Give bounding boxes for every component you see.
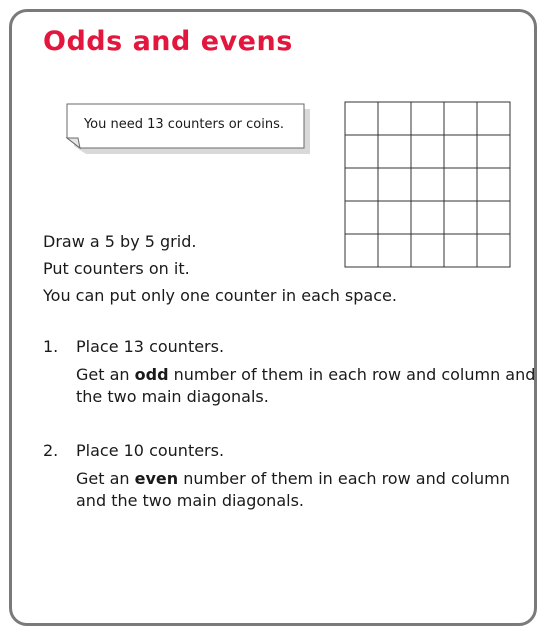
grid-cell	[444, 234, 477, 267]
grid-cell	[444, 102, 477, 135]
grid-cell	[477, 201, 510, 234]
task-heading: Place 10 counters.	[76, 441, 225, 460]
grid-cell	[411, 102, 444, 135]
task-description	[76, 364, 536, 408]
emphasis-even: even	[134, 469, 179, 488]
grid-cell	[477, 234, 510, 267]
grid-cell	[477, 102, 510, 135]
grid-cell	[345, 135, 378, 168]
grid-cell	[477, 135, 510, 168]
grid-cell	[411, 135, 444, 168]
instructions	[43, 228, 397, 309]
instruction-line: Draw a 5 by 5 grid.	[43, 232, 197, 251]
note-text: You need 13 counters or coins.	[83, 117, 285, 132]
task-description	[76, 468, 536, 512]
grid-cell	[345, 102, 378, 135]
task-number: 2.	[43, 441, 59, 460]
grid-cell	[444, 168, 477, 201]
grid-cell	[411, 234, 444, 267]
grid-cell	[378, 102, 411, 135]
grid-cell	[345, 168, 378, 201]
grid-cell	[477, 168, 510, 201]
task-number: 1.	[43, 337, 59, 356]
task-2	[43, 440, 536, 512]
grid-cell	[444, 201, 477, 234]
task-text: Get an	[76, 365, 135, 384]
instruction-line: You can put only one counter in each space.	[43, 286, 397, 305]
grid-cell	[444, 135, 477, 168]
instruction-line: Put counters on it.	[43, 259, 190, 278]
emphasis-odd: odd	[134, 365, 169, 384]
grid-cell	[378, 135, 411, 168]
task-text: Get an	[76, 469, 135, 488]
grid-cell	[378, 168, 411, 201]
task-heading: Place 13 counters.	[76, 337, 225, 356]
task-1	[43, 336, 536, 408]
page-title: Odds and evens	[43, 26, 293, 57]
task-text: number of them in each row and column and the two main diagonals.	[76, 469, 510, 510]
grid-cell	[411, 168, 444, 201]
grid-cell	[411, 201, 444, 234]
materials-note	[64, 102, 312, 156]
task-text: number of them in each row and column and the two main diagonals.	[76, 365, 536, 406]
